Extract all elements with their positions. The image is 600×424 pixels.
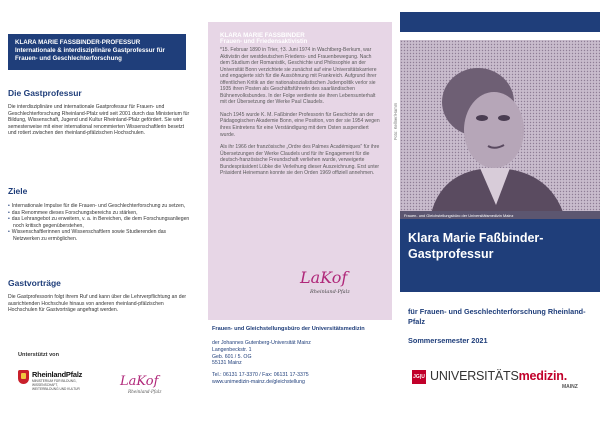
section-text-gastprofessur: Die interdisziplinäre und internationale Gastprofessur für Frauen- und Geschlechterforschung Rheinland-Pfalz wird seit 2001 durch das Ministerium für Bildung, Wissenschaft, Jugend und Kultur Rheinland-Pfalz gefördert. Sie wird semesterweise mit einer international renommierten Wissenschaftlerin besetzt und rotiert zwischen den rheinland-pfälzischen Hochschulen. (8, 104, 190, 137)
rlp-ministry-logo (18, 370, 88, 396)
header-subtitle: Internationale & interdisziplinäre Gastprofessur für Frauen- und Geschlechterforschung (15, 47, 165, 62)
phone-fax: Tel.: 06131 17-3370 / Fax: 06131 17-3375 (212, 372, 309, 379)
section-heading-gastprofessur: Die Gastprofessur (8, 88, 82, 98)
bio-paragraph: Als ihr 1966 der französische „Ordre des Palmes Académiques“ für ihre Übersetzungen der Werke Claudels und für ihr Engagement für die deutsch-französische Freundschaft verliehen wurde, verweigerte Bundespräsident Lübke die Verleihung dieser Auszeichnung. Erst unter Präsident Heinemann konnte sie den Orden 1969 offiziell annehmen. (220, 144, 380, 177)
bio-paragraph: Nach 1945 wurde K. M. Faßbinder Professorin für Geschichte an der Pädagogischen Akademie Bonn, eine Position, von der sie 1954 wegen ihres Eintretens für eine Verständigung mit dem Osten suspendiert wurde. (220, 111, 380, 138)
wordmark-part-a: UNIVERSITÄTS (430, 369, 519, 383)
section-text-gastvortraege: Die Gastprofessorin folgt ihrem Ruf und kann über die Lehrverpflichtung an der ausrichtenden Hochschule hinaus von anderen rheinland-pfälzischen Hochschulen für Gastvorträge angefragt werden. (8, 294, 187, 314)
lakof-logo-subtext: Rheinland-Pfalz (128, 389, 162, 394)
wordmark-part-b: medizin. (518, 369, 567, 383)
office-title: Frauen- und Gleichstellungsbüro der Universitätsmedizin (212, 326, 365, 332)
top-color-bar (400, 12, 600, 32)
rlp-logo-text: RheinlandPfalz (32, 370, 83, 379)
ziele-list (8, 203, 190, 243)
address-line: Geb. 601 / 5. OG (212, 353, 252, 360)
unimedizin-wordmark (430, 369, 567, 383)
logo-city: MAINZ (562, 384, 578, 390)
address-line: der Johannes Gutenberg-Universität Mainz (212, 340, 311, 346)
section-heading-gastvortraege: Gastvorträge (8, 278, 61, 288)
lakof-logo-subtext: Rheinland-Pfalz (310, 289, 350, 295)
photo-caption: Frauen- und Gleichstellungsbüro der Universitätsmedizin Mainz (400, 211, 600, 219)
rlp-logo-subtext: MINISTERIUM FÜR BILDUNG, WISSENSCHAFT, WEITERBILDUNG UND KULTUR (32, 379, 80, 391)
document-title: Klara Marie Faßbinder-Gastprofessur (408, 231, 544, 261)
coat-of-arms-icon (18, 370, 29, 384)
left-panel (0, 0, 200, 424)
bio-paragraph: *15. Februar 1890 in Trier, †3. Juni 1974 in Wachtberg-Berkum, war Aktivistin der westdeutschen Friedens- und Frauenbewegung. Nach dem Studium der Romanistik, Geschichte und Philosophie an der Universität Bonn verzichtete sie zunächst auf eine Universitätskarriere und engagierte sich für die Aussöhnung mit Frankreich. Aufgrund ihrer öffentlichen Kritik an der nationalsozialistischen Judenpolitik verlor sie 1935 ihren Posten als Geschäftsführerin des saarländischen Bühnenvolksbundes. In der Folge verdiente sie ihren Lebensunterhalt mit der Übersetzung der Werke Paul Claudels. (220, 47, 377, 106)
lakof-logo-text: LaKof (120, 374, 159, 389)
list-item: • Internationale Impulse für die Frauen- und Geschlechterforschung zu setzen, (8, 203, 190, 210)
title-box (400, 219, 600, 292)
list-item: • das Lehrangebot zu erweitern, v. a. in Bereichen, die dem Forschungsanliegen noch kritisch gegenüberstehen, (8, 216, 190, 229)
unimedizin-logo (412, 369, 592, 399)
document-subtitle: für Frauen- und Geschlechterforschung Rheinland-Pfalz (408, 307, 586, 326)
address-line: 55131 Mainz (212, 360, 242, 367)
lakof-logo-small (118, 372, 178, 396)
lakof-logo (296, 266, 376, 298)
bio-name: KLARA MARIE FASSBINDER (220, 32, 305, 39)
middle-panel (200, 0, 400, 424)
jgu-mark: JG|U (412, 370, 426, 384)
address-line: Langenbeckstr. 1 (212, 346, 252, 353)
portrait-photo (400, 40, 600, 218)
lakof-logo-text: LaKof (300, 268, 348, 287)
semester-label: Sommersemester 2021 (408, 336, 488, 345)
website-link[interactable]: www.unimedizin-mainz.de/gleichstellung (212, 378, 305, 385)
list-item: • Wissenschaftlerinnen und Wissenschaftlern sowie Studierenden das Netzwerken zu ermöglichen. (8, 229, 190, 242)
section-heading-ziele: Ziele (8, 186, 28, 196)
photo-credit: Foto: Kellner/Hamm (393, 102, 398, 140)
office-address (212, 340, 382, 386)
right-panel (400, 0, 600, 424)
supported-by-label: Unterstützt von (18, 352, 60, 358)
list-item: • das Renommee dieses Forschungsbereichs zu stärken, (8, 210, 190, 217)
professorship-header (8, 34, 186, 70)
bio-role: Frauen- und Friedensaktivistin (220, 39, 308, 45)
portrait-image (400, 40, 600, 218)
header-title: KLARA MARIE FASSBINDER-PROFESSUR (15, 39, 141, 46)
